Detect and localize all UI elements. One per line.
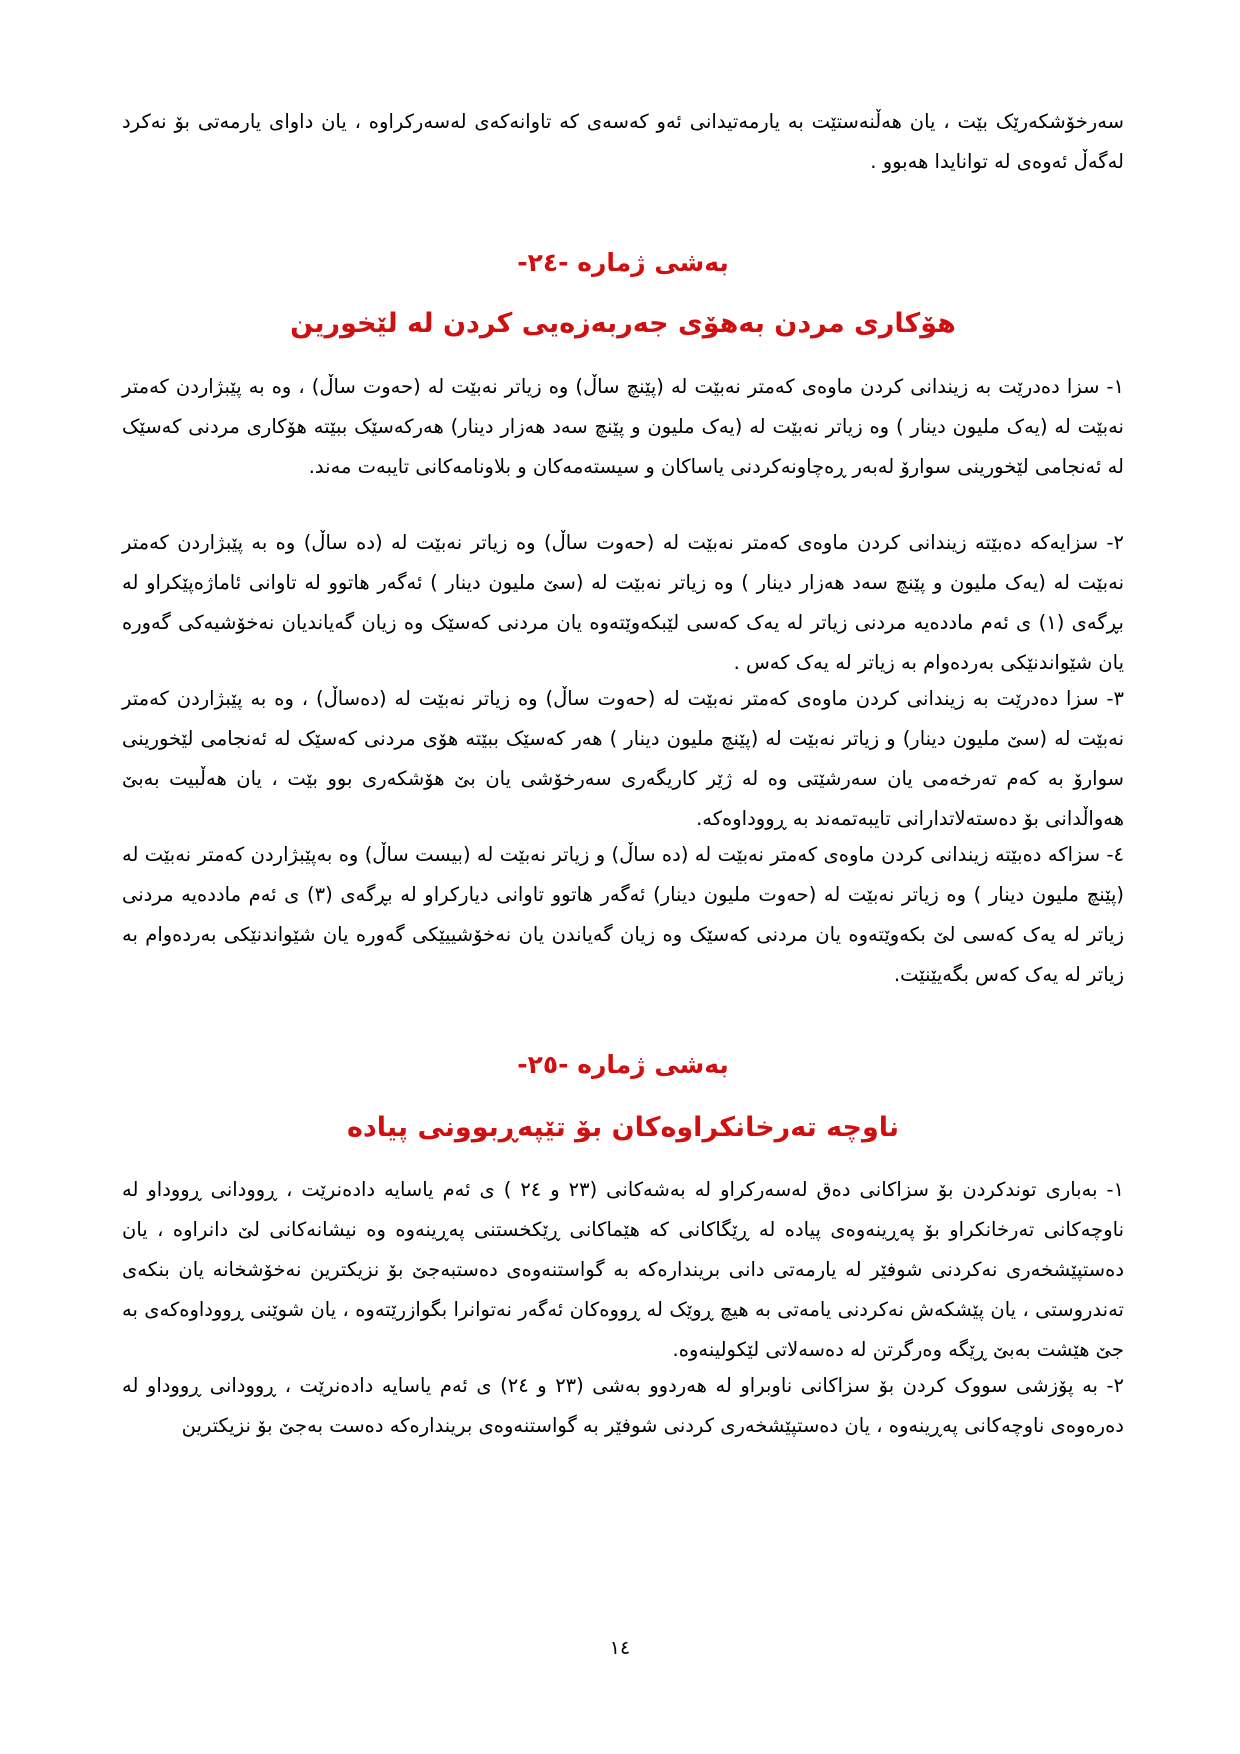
section-25-number-heading: بەشی ژمارە -٢٥-: [517, 1050, 729, 1079]
section-24-paragraph-2: ٢- سزایەکە دەبێتە زیندانی کردن ماوەی کەمتر نەبێت لە (حەوت ساڵ) وە زیاتر نەبێت لە (دە ساڵ) وە بە پێبژاردن کەمتر نەبێت لە (یەک ملیون و پێنچ سەد هەزار دینار ) وە زیاتر نەبێت لە (سێ ملیون دینار ) ئەگەر هاتوو لە تاوانی ئاماژەپێکراو لە بڕگەی (١) ی ئەم ماددەیە مردنی زیاتر لە یەک کەسی لێبکەوێتەوە یان مردنی کەسێک وە زیان گەیاندیان نەخۆشیەکی گەورە یان شێواندنێکی بەردەوام بە زیاتر لە یەک کەس .: [122, 531, 1124, 674]
section-25-paragraph-1: ١- بەباری توندکردن بۆ سزاکانی دەق لەسەرکراو لە بەشەکانی (٢٣ و ٢٤ ) ی ئەم یاسایە دادەنرێت ، ڕوودانی ڕووداو لە ناوچەکانی تەرخانکراو بۆ پەڕینەوەی پیادە لە ڕێگاکانی کە هێماکانی ڕێکخستنی پەڕینەوە وە نیشانەکانی لێ دانراوە ، یان دەستپێشخەری نەکردنی شوفێر لە یارمەتی دانی بریندارەکە بە گواستنەوەی دەستبەجێ بۆ نزیکترین نەخۆشخانە یان بنکەی تەندروستی ، یان پێشکەش نەکردنی یامەتی بە هیچ ڕوێک لە ڕووەکان ئەگەر نەتوانرا بگوازرێتەوە ، یان شوێنی ڕووداوەکەی بە جێ هێشت بەبێ ڕێگە وەرگرتن لە دەسەلاتی لێکولینەوە.: [122, 1178, 1124, 1361]
section-24-number-heading: بەشی ژمارە -٢٤-: [517, 248, 729, 277]
section-25-title: ناوچە تەرخانکراوەکان بۆ تێپەڕبوونی پیادە: [346, 1112, 900, 1143]
section-24-paragraph-4: ٤- سزاکە دەبێتە زیندانی کردن ماوەی کەمتر نەبێت لە (دە ساڵ) و زیاتر نەبێت لە (بیست ساڵ) وە بەپێبژاردن کەمتر نەبێت لە (پێنچ ملیون دینار ) وە زیاتر نەبێت لە (حەوت ملیون دینار) ئەگەر هاتوو تاوانی دیارکراو لە بڕگەی (٣) ی ئەم ماددەیە مردنی زیاتر لە یەک کەسی لێ بکەوێتەوە یان مردنی کەسێک وە زیان گەیاندن یان نەخۆشییێکی گەورە یان شێواندنێکی بەردەوام بە زیاتر لە یەک کەس بگەیێنێت.: [122, 843, 1124, 986]
page-number: ١٤: [609, 1637, 631, 1659]
section-24-paragraph-3: ٣- سزا دەدرێت بە زیندانی کردن ماوەی کەمتر نەبێت لە (حەوت ساڵ) وە زیاتر نەبێت لە (دەساڵ) ، وە بە پێبژاردن کەمتر نەبێت لە (سێ ملیون دینار) و زیاتر نەبێت لە (پێنچ ملیون دینار ) هەر کەسێک ببێتە هۆی مردنی کەسێک لە ئەنجامی لێخورینی سوارۆ بە کەم تەرخەمی یان سەرشێتی وە لە ژێر کاریگەری سەرخۆشی یان بێ هۆشکەری بوو بێت ، یان هەڵبیت بەبێ هەواڵدانی بۆ دەستەلاتدارانی تایبەتمەند بە ڕووداوەکە.: [122, 687, 1124, 830]
intro-paragraph: سەرخۆشکەرێک بێت ، یان هەڵنەستێت بە یارمەتیدانی ئەو کەسەی کە تاوانەکەی لەسەرکراوە ، یان داوای یارمەتی بۆ نەکرد لەگەڵ ئەوەی لە توانایدا هەبوو .: [122, 110, 1124, 173]
section-24-title: هۆکاری مردن بەهۆی جەربەزەیی کردن لە لێخورین: [290, 308, 956, 339]
section-25-paragraph-2: ٢- بە پۆزشی سووک کردن بۆ سزاکانی ناوبراو لە هەردوو بەشی (٢٣ و ٢٤) ی ئەم یاسایە دادەنرێت ، ڕوودانی ڕووداو لە دەرەوەی ناوچەکانی پەڕینەوە ، یان دەستپێشخەری کردنی شوفێر بە گواستنەوەی بریندارەکە دەست بەجێ بۆ نزیکترین: [122, 1374, 1124, 1437]
section-24-paragraph-1: ١- سزا دەدرێت بە زیندانی کردن ماوەی کەمتر نەبێت لە (پێنچ ساڵ) وە زیاتر نەبێت لە (حەوت ساڵ) ، وە بە پێبژاردن کەمتر نەبێت لە (یەک ملیون دینار ) وە زیاتر نەبێت لە (یەک ملیون و پێنچ سەد هەزار دینار) هەرکەسێک ببێتە هۆکاری مردنی کەسێک لە ئەنجامی لێخورینی سوارۆ لەبەر ڕەچاونەکردنی یاساکان و سیستەمەکان و بلاونامەکانی تایبەت مەند.: [122, 375, 1124, 478]
